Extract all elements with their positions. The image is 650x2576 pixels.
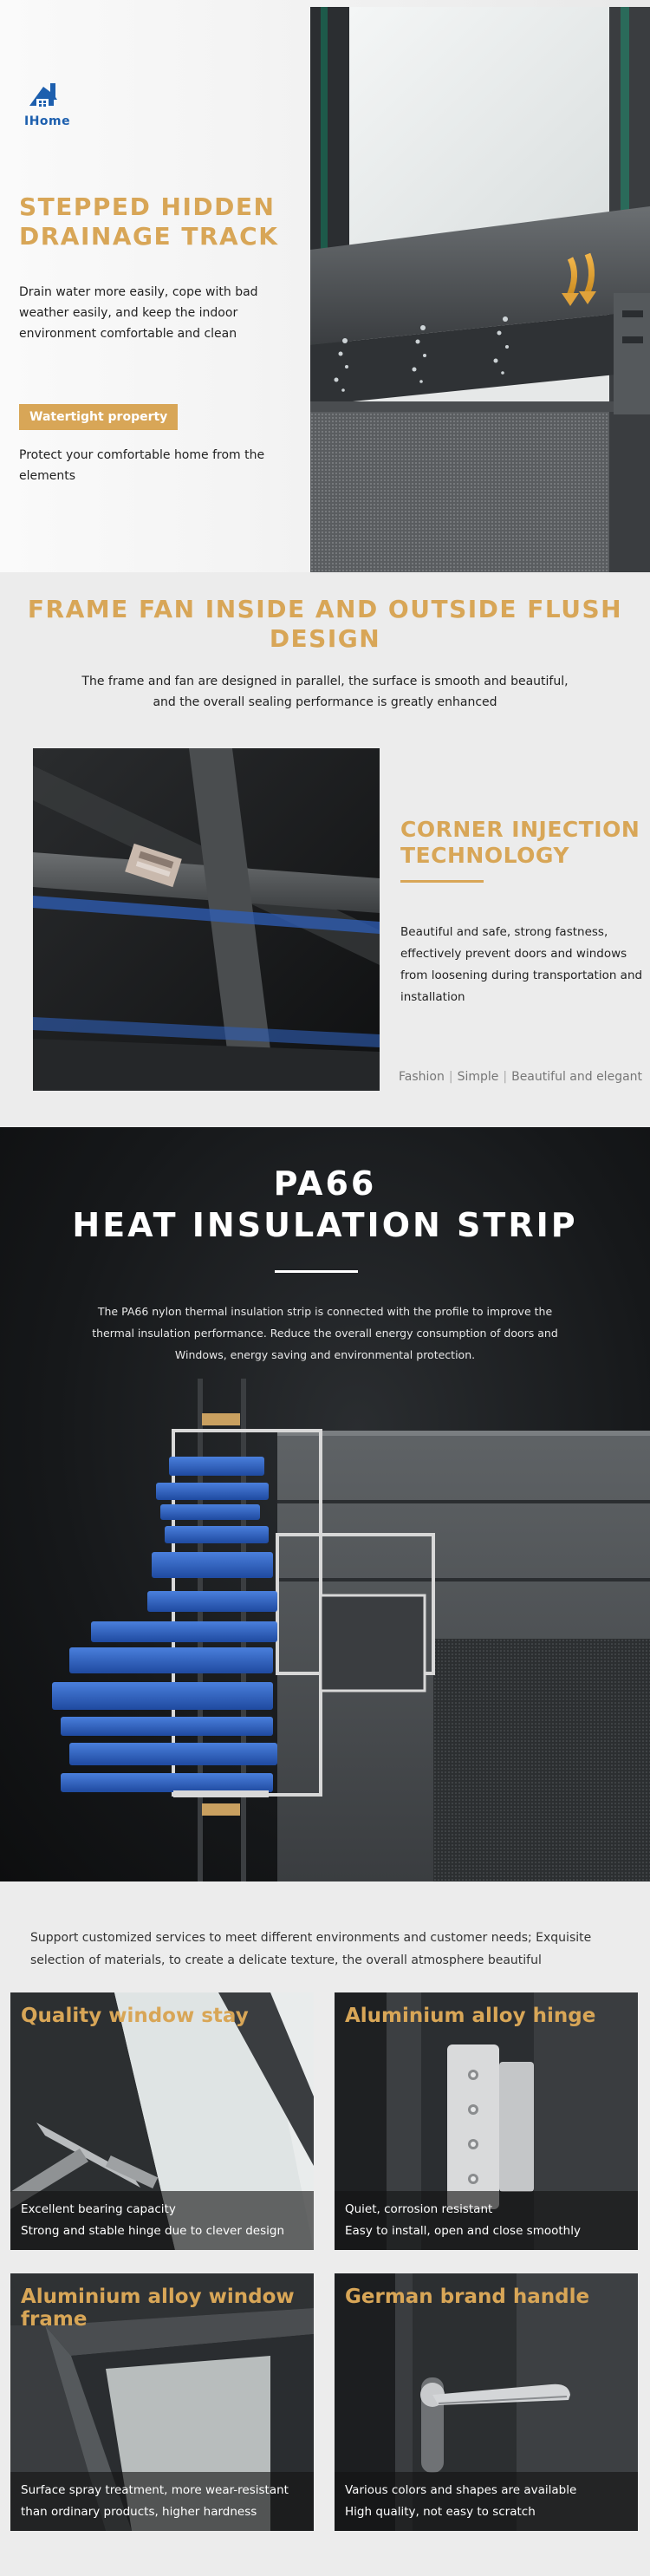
- tag-fashion: Fashion: [399, 1070, 445, 1084]
- tag-simple: Simple: [457, 1070, 499, 1084]
- feature-card-line1: Various colors and shapes are available: [345, 2483, 577, 2497]
- flush-design-title: FRAME FAN INSIDE AND OUTSIDE FLUSH DESIGN: [27, 595, 623, 653]
- feature-card-line2: Easy to install, open and close smoothly: [345, 2224, 581, 2238]
- flush-design-description: The frame and fan are designed in parallel, the surface is smooth and beautiful, and the overall sealing performance is greatly enhanced: [81, 675, 569, 709]
- feature-card-line1: Surface spray treatment, more wear-resistant: [21, 2483, 289, 2497]
- insulation-description: The PA66 nylon thermal insulation strip is connected with the profile to improve the thermal insulation performance. Reduce the overall energy consumption of doors and Windows, energy saving and environmental protection.: [92, 1305, 558, 1361]
- flush-design-section: [0, 572, 650, 1127]
- drainage-subtext: Protect your comfortable home from the elements: [19, 448, 265, 483]
- insulation-title-line1: PA66: [273, 1164, 377, 1203]
- feature-card-title: Aluminium alloy window frame: [21, 2286, 295, 2331]
- brand-logo-text: IHome: [24, 114, 71, 128]
- tag-elegant: Beautiful and elegant: [511, 1070, 643, 1084]
- feature-card-window-frame: [10, 2273, 314, 2531]
- corner-joint-photo: [33, 748, 380, 1091]
- feature-card-line1: Quiet, corrosion resistant: [345, 2202, 493, 2216]
- corner-injection-description: Beautiful and safe, strong fastness, effectively prevent doors and windows from loosening during transportation and installation: [400, 925, 643, 1004]
- feature-card-title: Aluminium alloy hinge: [345, 2005, 596, 2027]
- feature-tags: [399, 1070, 642, 1084]
- feature-card-handle: [335, 2273, 638, 2531]
- insulation-strip-section: [0, 1127, 650, 1881]
- feature-card-hinge: [335, 1992, 638, 2250]
- insulation-title-rule: [275, 1270, 358, 1273]
- tag-divider: |: [448, 1070, 453, 1084]
- features-section: [0, 1881, 650, 2576]
- feature-card-line2: Strong and stable hinge due to clever design: [21, 2224, 284, 2238]
- feature-card-window-stay: [10, 1992, 314, 2250]
- feature-card-line2: High quality, not easy to scratch: [345, 2505, 536, 2519]
- watertight-badge: Watertight property: [19, 404, 178, 430]
- corner-title-rule: [400, 880, 484, 883]
- features-intro: Support customized services to meet different environments and customer needs; Exquisite selection of materials, to create a delicate texture, the overall atmosphere beautiful: [30, 1931, 592, 1967]
- profile-cross-section-photo: [0, 1379, 650, 1881]
- corner-injection-title: CORNER INJECTION TECHNOLOGY: [400, 817, 640, 868]
- drainage-track-photo: [310, 7, 650, 572]
- feature-card-line1: Excellent bearing capacity: [21, 2202, 176, 2216]
- feature-card-title: German brand handle: [345, 2286, 590, 2308]
- drainage-description: Drain water more easily, cope with bad weather easily, and keep the indoor environment comfortable and clean: [19, 285, 258, 341]
- feature-card-line2: than ordinary products, higher hardness: [21, 2505, 257, 2519]
- tag-divider: |: [503, 1070, 508, 1084]
- drainage-title: STEPPED HIDDEN DRAINAGE TRACK: [19, 192, 279, 251]
- feature-card-title: Quality window stay: [21, 2005, 249, 2027]
- drainage-section: [0, 0, 650, 572]
- insulation-title-line2: HEAT INSULATION STRIP: [72, 1206, 578, 1244]
